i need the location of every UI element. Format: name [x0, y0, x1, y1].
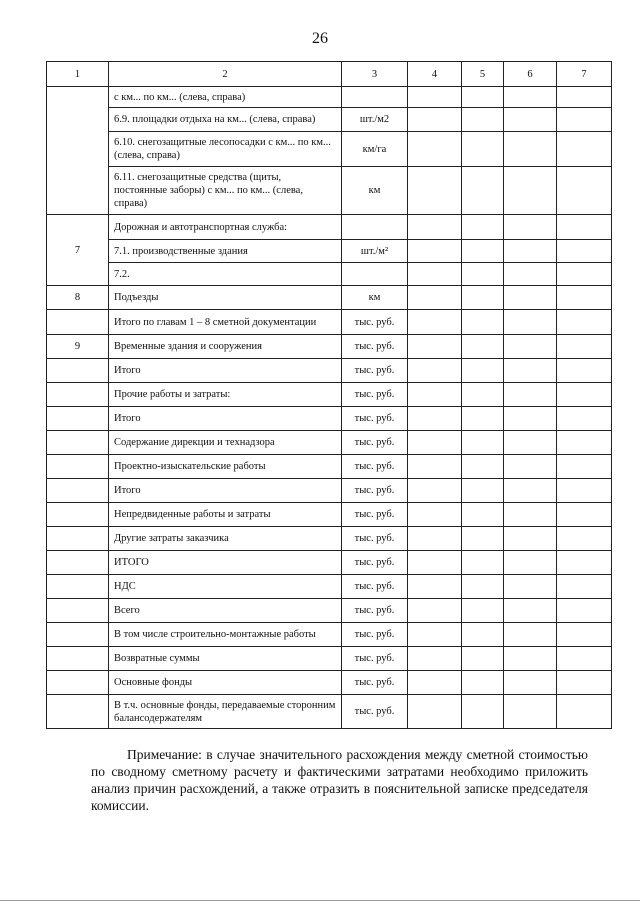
empty-value-cell [408, 455, 462, 479]
row-number-cell [47, 455, 109, 479]
empty-value-cell [504, 407, 557, 431]
unit-cell: км [342, 286, 408, 310]
table-header-row [47, 62, 612, 87]
name-cell: 6.11. снегозащитные средства (щиты, постоянные заборы) с км... по км... (слева, справа) [109, 167, 342, 215]
empty-value-cell [408, 551, 462, 575]
empty-value-cell [462, 359, 504, 383]
empty-value-cell [504, 479, 557, 503]
empty-value-cell [462, 240, 504, 263]
empty-value-cell [504, 87, 557, 108]
name-cell: Временные здания и сооружения [109, 335, 342, 359]
table-row [47, 240, 612, 263]
empty-value-cell [408, 599, 462, 623]
row-number-cell [47, 623, 109, 647]
unit-cell: тыс. руб. [342, 695, 408, 729]
name-cell: Итого [109, 359, 342, 383]
empty-value-cell [462, 167, 504, 215]
empty-value-cell [462, 132, 504, 167]
empty-value-cell [462, 108, 504, 132]
empty-value-cell [504, 575, 557, 599]
empty-value-cell [557, 407, 612, 431]
unit-cell: шт./м2 [342, 108, 408, 132]
empty-value-cell [557, 431, 612, 455]
empty-value-cell [462, 286, 504, 310]
row-number-cell [47, 359, 109, 383]
empty-value-cell [557, 263, 612, 286]
row-number-cell [47, 527, 109, 551]
unit-cell: тыс. руб. [342, 647, 408, 671]
empty-value-cell [557, 503, 612, 527]
table-row [47, 599, 612, 623]
empty-value-cell [557, 479, 612, 503]
name-cell: Содержание дирекции и технадзора [109, 431, 342, 455]
name-cell: Основные фонды [109, 671, 342, 695]
table-row [47, 167, 612, 215]
unit-cell: тыс. руб. [342, 551, 408, 575]
header-cell: 3 [342, 62, 408, 87]
empty-value-cell [504, 215, 557, 240]
empty-value-cell [408, 383, 462, 407]
header-cell: 1 [47, 62, 109, 87]
table-row [47, 623, 612, 647]
empty-value-cell [557, 527, 612, 551]
table-row [47, 479, 612, 503]
empty-value-cell [462, 647, 504, 671]
unit-cell [342, 87, 408, 108]
empty-value-cell [504, 623, 557, 647]
table-row [47, 132, 612, 167]
empty-value-cell [462, 671, 504, 695]
empty-value-cell [408, 575, 462, 599]
empty-value-cell [557, 310, 612, 335]
empty-value-cell [504, 359, 557, 383]
name-cell: Всего [109, 599, 342, 623]
row-number-cell [47, 599, 109, 623]
page-bottom-rule [0, 900, 640, 901]
table-row [47, 575, 612, 599]
empty-value-cell [504, 671, 557, 695]
empty-value-cell [462, 431, 504, 455]
unit-cell: тыс. руб. [342, 503, 408, 527]
row-number-cell [47, 310, 109, 335]
unit-cell: тыс. руб. [342, 671, 408, 695]
name-cell: Подъезды [109, 286, 342, 310]
empty-value-cell [504, 240, 557, 263]
unit-cell: тыс. руб. [342, 479, 408, 503]
empty-value-cell [504, 286, 557, 310]
row-number-cell [47, 407, 109, 431]
unit-cell: тыс. руб. [342, 599, 408, 623]
table-row [47, 383, 612, 407]
unit-cell [342, 263, 408, 286]
table-row [47, 647, 612, 671]
empty-value-cell [557, 695, 612, 729]
name-cell: В том числе строительно-монтажные работы [109, 623, 342, 647]
empty-value-cell [504, 527, 557, 551]
empty-value-cell [408, 286, 462, 310]
unit-cell: тыс. руб. [342, 623, 408, 647]
empty-value-cell [504, 108, 557, 132]
empty-value-cell [462, 599, 504, 623]
empty-value-cell [462, 383, 504, 407]
empty-value-cell [504, 167, 557, 215]
table-row [47, 431, 612, 455]
row-number-cell [47, 503, 109, 527]
name-cell: с км... по км... (слева, справа) [109, 87, 342, 108]
empty-value-cell [408, 647, 462, 671]
empty-value-cell [504, 551, 557, 575]
empty-value-cell [557, 551, 612, 575]
row-number-cell [47, 431, 109, 455]
empty-value-cell [408, 263, 462, 286]
empty-value-cell [557, 647, 612, 671]
empty-value-cell [462, 310, 504, 335]
header-cell: 6 [504, 62, 557, 87]
name-cell: 7.2. [109, 263, 342, 286]
unit-cell: тыс. руб. [342, 407, 408, 431]
unit-cell: тыс. руб. [342, 455, 408, 479]
empty-value-cell [557, 87, 612, 108]
table-row [47, 263, 612, 286]
page-number: 26 [312, 30, 328, 47]
empty-value-cell [408, 87, 462, 108]
empty-value-cell [408, 240, 462, 263]
unit-cell: шт./м² [342, 240, 408, 263]
name-cell: НДС [109, 575, 342, 599]
row-number-cell [47, 479, 109, 503]
empty-value-cell [408, 132, 462, 167]
unit-cell: тыс. руб. [342, 359, 408, 383]
empty-value-cell [408, 108, 462, 132]
name-cell: Проектно-изыскательские работы [109, 455, 342, 479]
table-row [47, 527, 612, 551]
empty-value-cell [557, 215, 612, 240]
empty-value-cell [504, 132, 557, 167]
row-number-cell [47, 383, 109, 407]
empty-value-cell [462, 87, 504, 108]
row-number-cell: 8 [47, 286, 109, 310]
empty-value-cell [462, 695, 504, 729]
empty-value-cell [504, 455, 557, 479]
empty-value-cell [504, 503, 557, 527]
empty-value-cell [557, 167, 612, 215]
empty-value-cell [408, 167, 462, 215]
name-cell: В т.ч. основные фонды, передаваемые сторонним балансодержателям [109, 695, 342, 729]
empty-value-cell [557, 599, 612, 623]
empty-value-cell [462, 551, 504, 575]
empty-value-cell [408, 359, 462, 383]
empty-value-cell [557, 623, 612, 647]
row-number-cell [47, 575, 109, 599]
unit-cell: тыс. руб. [342, 527, 408, 551]
row-number-cell [47, 695, 109, 729]
name-cell: 6.10. снегозащитные лесопосадки с км... по км... (слева, справа) [109, 132, 342, 167]
empty-value-cell [408, 407, 462, 431]
name-cell: Непредвиденные работы и затраты [109, 503, 342, 527]
table-row [47, 310, 612, 335]
empty-value-cell [557, 455, 612, 479]
empty-value-cell [462, 527, 504, 551]
header-cell: 2 [109, 62, 342, 87]
empty-value-cell [462, 455, 504, 479]
note-text: Примечание: в случае значительного расхождения между сметной стоимостью по сводному сметному расчету и фактическими затратами необходимо приложить анализ причин расхождений, а также отразить в пояснительной записке председателя комиссии. [91, 747, 588, 813]
unit-cell: км [342, 167, 408, 215]
table-row [47, 503, 612, 527]
empty-value-cell [462, 623, 504, 647]
empty-value-cell [462, 503, 504, 527]
unit-cell: тыс. руб. [342, 335, 408, 359]
note-paragraph [91, 746, 588, 814]
empty-value-cell [408, 479, 462, 503]
empty-value-cell [408, 527, 462, 551]
table-row [47, 359, 612, 383]
empty-value-cell [408, 623, 462, 647]
unit-cell: тыс. руб. [342, 431, 408, 455]
empty-value-cell [557, 240, 612, 263]
table-row [47, 455, 612, 479]
unit-cell: тыс. руб. [342, 383, 408, 407]
name-cell: 7.1. производственные здания [109, 240, 342, 263]
empty-value-cell [408, 431, 462, 455]
empty-value-cell [557, 671, 612, 695]
empty-value-cell [462, 263, 504, 286]
name-cell: Итого по главам 1 – 8 сметной документации [109, 310, 342, 335]
empty-value-cell [557, 359, 612, 383]
empty-value-cell [504, 335, 557, 359]
header-cell: 5 [462, 62, 504, 87]
table-row [47, 286, 612, 310]
empty-value-cell [557, 383, 612, 407]
empty-value-cell [408, 695, 462, 729]
empty-value-cell [408, 503, 462, 527]
empty-value-cell [557, 286, 612, 310]
empty-value-cell [408, 215, 462, 240]
estimate-table [46, 61, 612, 729]
name-cell: Другие затраты заказчика [109, 527, 342, 551]
empty-value-cell [462, 335, 504, 359]
empty-value-cell [462, 575, 504, 599]
empty-value-cell [557, 335, 612, 359]
empty-value-cell [462, 407, 504, 431]
table-row [47, 215, 612, 240]
empty-value-cell [557, 132, 612, 167]
unit-cell [342, 215, 408, 240]
table-row [47, 551, 612, 575]
table-row [47, 671, 612, 695]
name-cell: Дорожная и автотранспортная служба: [109, 215, 342, 240]
table-row [47, 87, 612, 108]
empty-value-cell [462, 215, 504, 240]
row-number-cell: 7 [47, 215, 109, 286]
empty-value-cell [504, 599, 557, 623]
empty-value-cell [504, 310, 557, 335]
empty-value-cell [408, 671, 462, 695]
empty-value-cell [408, 310, 462, 335]
name-cell: 6.9. площадки отдыха на км... (слева, справа) [109, 108, 342, 132]
name-cell: Возвратные суммы [109, 647, 342, 671]
row-number-cell [47, 671, 109, 695]
unit-cell: км/га [342, 132, 408, 167]
name-cell: Итого [109, 407, 342, 431]
name-cell: Итого [109, 479, 342, 503]
unit-cell: тыс. руб. [342, 575, 408, 599]
unit-cell: тыс. руб. [342, 310, 408, 335]
header-cell: 4 [408, 62, 462, 87]
row-number-cell [47, 647, 109, 671]
empty-value-cell [504, 263, 557, 286]
row-number-cell [47, 87, 109, 215]
table-row [47, 108, 612, 132]
row-number-cell [47, 551, 109, 575]
empty-value-cell [504, 695, 557, 729]
empty-value-cell [504, 431, 557, 455]
empty-value-cell [408, 335, 462, 359]
table-row [47, 335, 612, 359]
name-cell: Прочие работы и затраты: [109, 383, 342, 407]
table-row [47, 407, 612, 431]
header-cell: 7 [557, 62, 612, 87]
empty-value-cell [462, 479, 504, 503]
table-row [47, 695, 612, 729]
row-number-cell: 9 [47, 335, 109, 359]
empty-value-cell [557, 108, 612, 132]
name-cell: ИТОГО [109, 551, 342, 575]
empty-value-cell [557, 575, 612, 599]
empty-value-cell [504, 647, 557, 671]
empty-value-cell [504, 383, 557, 407]
